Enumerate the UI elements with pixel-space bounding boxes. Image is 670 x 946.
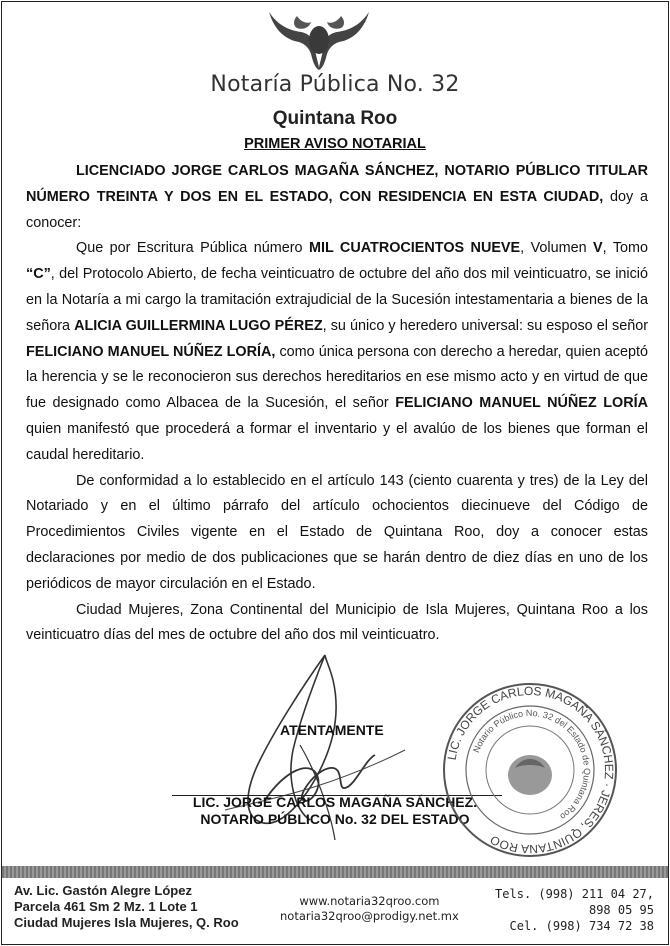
volume-number: V	[593, 240, 603, 257]
p1-text-a: Que por Escritura Pública número	[76, 240, 309, 257]
brand-title: Notaría Pública No. 32	[210, 72, 460, 97]
address-line: Parcela 461 Sm 2 Mz. 1 Lote 1	[14, 899, 198, 914]
svg-text:Notario Público No. 32 del Est: Notario Público No. 32 del Estado de Quintana Roo	[471, 707, 593, 822]
p1-text-c: , Volumen	[520, 240, 594, 257]
phone-line: Tels. (998) 211 04 27,	[495, 887, 654, 901]
phone-line: 898 05 95	[588, 903, 654, 917]
deceased-name: ALICIA GUILLERMINA LUGO PÉREZ	[74, 317, 323, 334]
executor-name: FELICIANO MANUEL NÚÑEZ LORÍA	[395, 395, 648, 412]
paragraph-place-date: Ciudad Mujeres, Zona Continental del Municipio de Isla Mujeres, Quintana Roo a los veinticuatro días del mes de octubre del año dos mil veinticuatro.	[26, 601, 648, 644]
signer-name: LIC. JORGE CARLOS MAGAÑA SÁNCHEZ.	[192, 794, 478, 810]
deed-number: MIL CUATROCIENTOS NUEVE	[308, 240, 521, 257]
brand-subtitle: Quintana Roo	[272, 108, 398, 129]
phone-block	[495, 886, 654, 934]
heir-name: FELICIANO MANUEL NÚÑEZ LORÍA,	[26, 343, 276, 360]
p1-text-i: , su único y heredero universal: su esposo el señor	[322, 317, 648, 334]
address-line: Av. Lic. Gastón Alegre López	[14, 883, 192, 898]
paragraph-deed	[26, 236, 648, 468]
footer	[2, 878, 668, 944]
address-block	[14, 883, 239, 931]
paragraph-legal-basis: De conformidad a lo establecido en el artículo 143 (ciento cuarenta y tres) de la Ley del Notariado y en el último párrafo del artículo ochocientos diecinueve del Código de Procedimientos Civiles vigente en el Estado de Quintana Roo, doy a conocer estas declaraciones por medio de dos publicaciones que se harán dentro de diez días en uno de los periódicos de mayor circulación en el Estado.	[26, 472, 648, 592]
p1-text-g: , del Protocolo Abierto, de fecha veinticuatro de octubre del año dos mil veinticuatro, se inició en la Notaría a mi cargo la tramitación extrajudicial de la Sucesión intestamentaria a bienes de la señora	[26, 266, 648, 334]
phone-line: Cel. (998) 734 72 38	[509, 919, 654, 933]
intro-paragraph	[26, 159, 648, 236]
notary-seal-stamp	[440, 680, 620, 860]
intro-tail: doy a conocer:	[26, 188, 649, 231]
svg-text:LIC. JORGE CARLOS MAGAÑA SÁNCH: LIC. JORGE CARLOS MAGAÑA SÁNCHEZ · JERES, QUINTANA ROO	[444, 683, 617, 857]
contact-online	[280, 894, 459, 924]
tome-letter: “C”	[26, 266, 51, 283]
p1-text-m: quien manifestó que procederá a formar el inventario y el avalúo de los bienes que forman el caudal hereditario.	[26, 420, 648, 463]
address-line: Ciudad Mujeres Isla Mujeres, Q. Roo	[14, 915, 239, 930]
p1-text-e: , Tomo	[602, 240, 649, 257]
closing-text: ATENTAMENTE	[280, 722, 384, 738]
notice-body	[26, 159, 648, 649]
email-link[interactable]: notaria32qroo@prodigy.net.mx	[280, 909, 459, 923]
website-link[interactable]: www.notaria32qroo.com	[299, 894, 440, 908]
notice-title: PRIMER AVISO NOTARIAL	[244, 136, 426, 152]
p1-text-k: como única persona con derecho a heredar, quien aceptó la herencia y se le reconocieron sus derechos hereditarios en ese mismo acto y en virtud de que fue designado como Albacea de la Sucesión, el señor	[26, 343, 648, 412]
signer-role: NOTARIO PÚBLICO No. 32 DEL ESTADO	[200, 811, 470, 827]
bull-horns-logo-icon	[267, 10, 371, 70]
footer-divider	[2, 866, 668, 878]
intro-bold: LICENCIADO JORGE CARLOS MAGAÑA SÁNCHEZ, NOTARIO PÚBLICO TITULAR NÚMERO TREINTA Y DOS EN EL ESTADO, CON RESIDENCIA EN ESTA CIUDAD,	[26, 163, 648, 205]
